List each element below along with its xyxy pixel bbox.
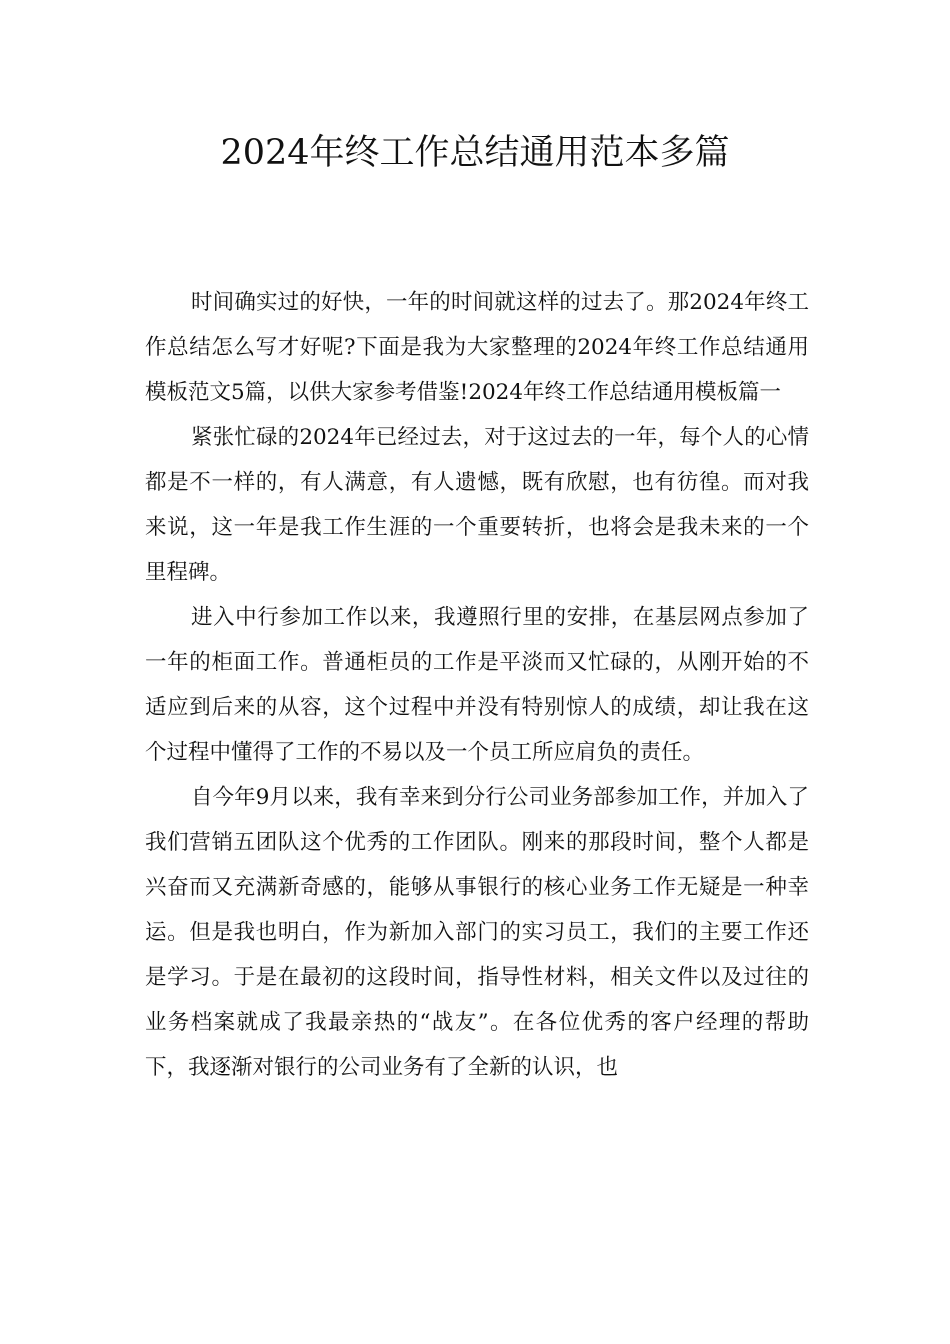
paragraph-counter-work: 进入中行参加工作以来，我遵照行里的安排，在基层网点参加了一年的柜面工作。普通柜员的工作是平淡而又忙碌的，从刚开始的不适应到后来的从容，这个过程中并没有特别惊人的成绩，却让我在这个过程中懂得了工作的不易以及一个员工所应肩负的责任。	[145, 605, 809, 765]
paragraph-corporate-business: 自今年9月以来，我有幸来到分行公司业务部参加工作，并加入了我们营销五团队这个优秀的工作团队。刚来的那段时间，整个人都是兴奋而又充满新奇感的，能够从事银行的核心业务工作无疑是一种幸运。但是我也明白，作为新加入部门的实习员工，我们的主要工作还是学习。于是在最初的这段时间，指导性材料，相关文件以及过往的业务档案就成了我最亲热的“战友”。在各位优秀的客户经理的帮助下，我逐渐对银行的公司业务有了全新的认识，也	[145, 785, 809, 1080]
paragraph-intro: 时间确实过的好快，一年的时间就这样的过去了。那2024年终工作总结怎么写才好呢?下面是我为大家整理的2024年终工作总结通用模板范文5篇，以供大家参考借鉴!2024年终工作总结通用模板篇一	[145, 290, 809, 405]
document-title: 2024年终工作总结通用范本多篇	[220, 133, 730, 173]
document-body	[145, 280, 809, 1090]
paragraph-reflection: 紧张忙碌的2024年已经过去，对于这过去的一年，每个人的心情都是不一样的，有人满意，有人遗憾，既有欣慰，也有彷徨。而对我来说，这一年是我工作生涯的一个重要转折，也将会是我未来的一个里程碑。	[145, 425, 809, 585]
